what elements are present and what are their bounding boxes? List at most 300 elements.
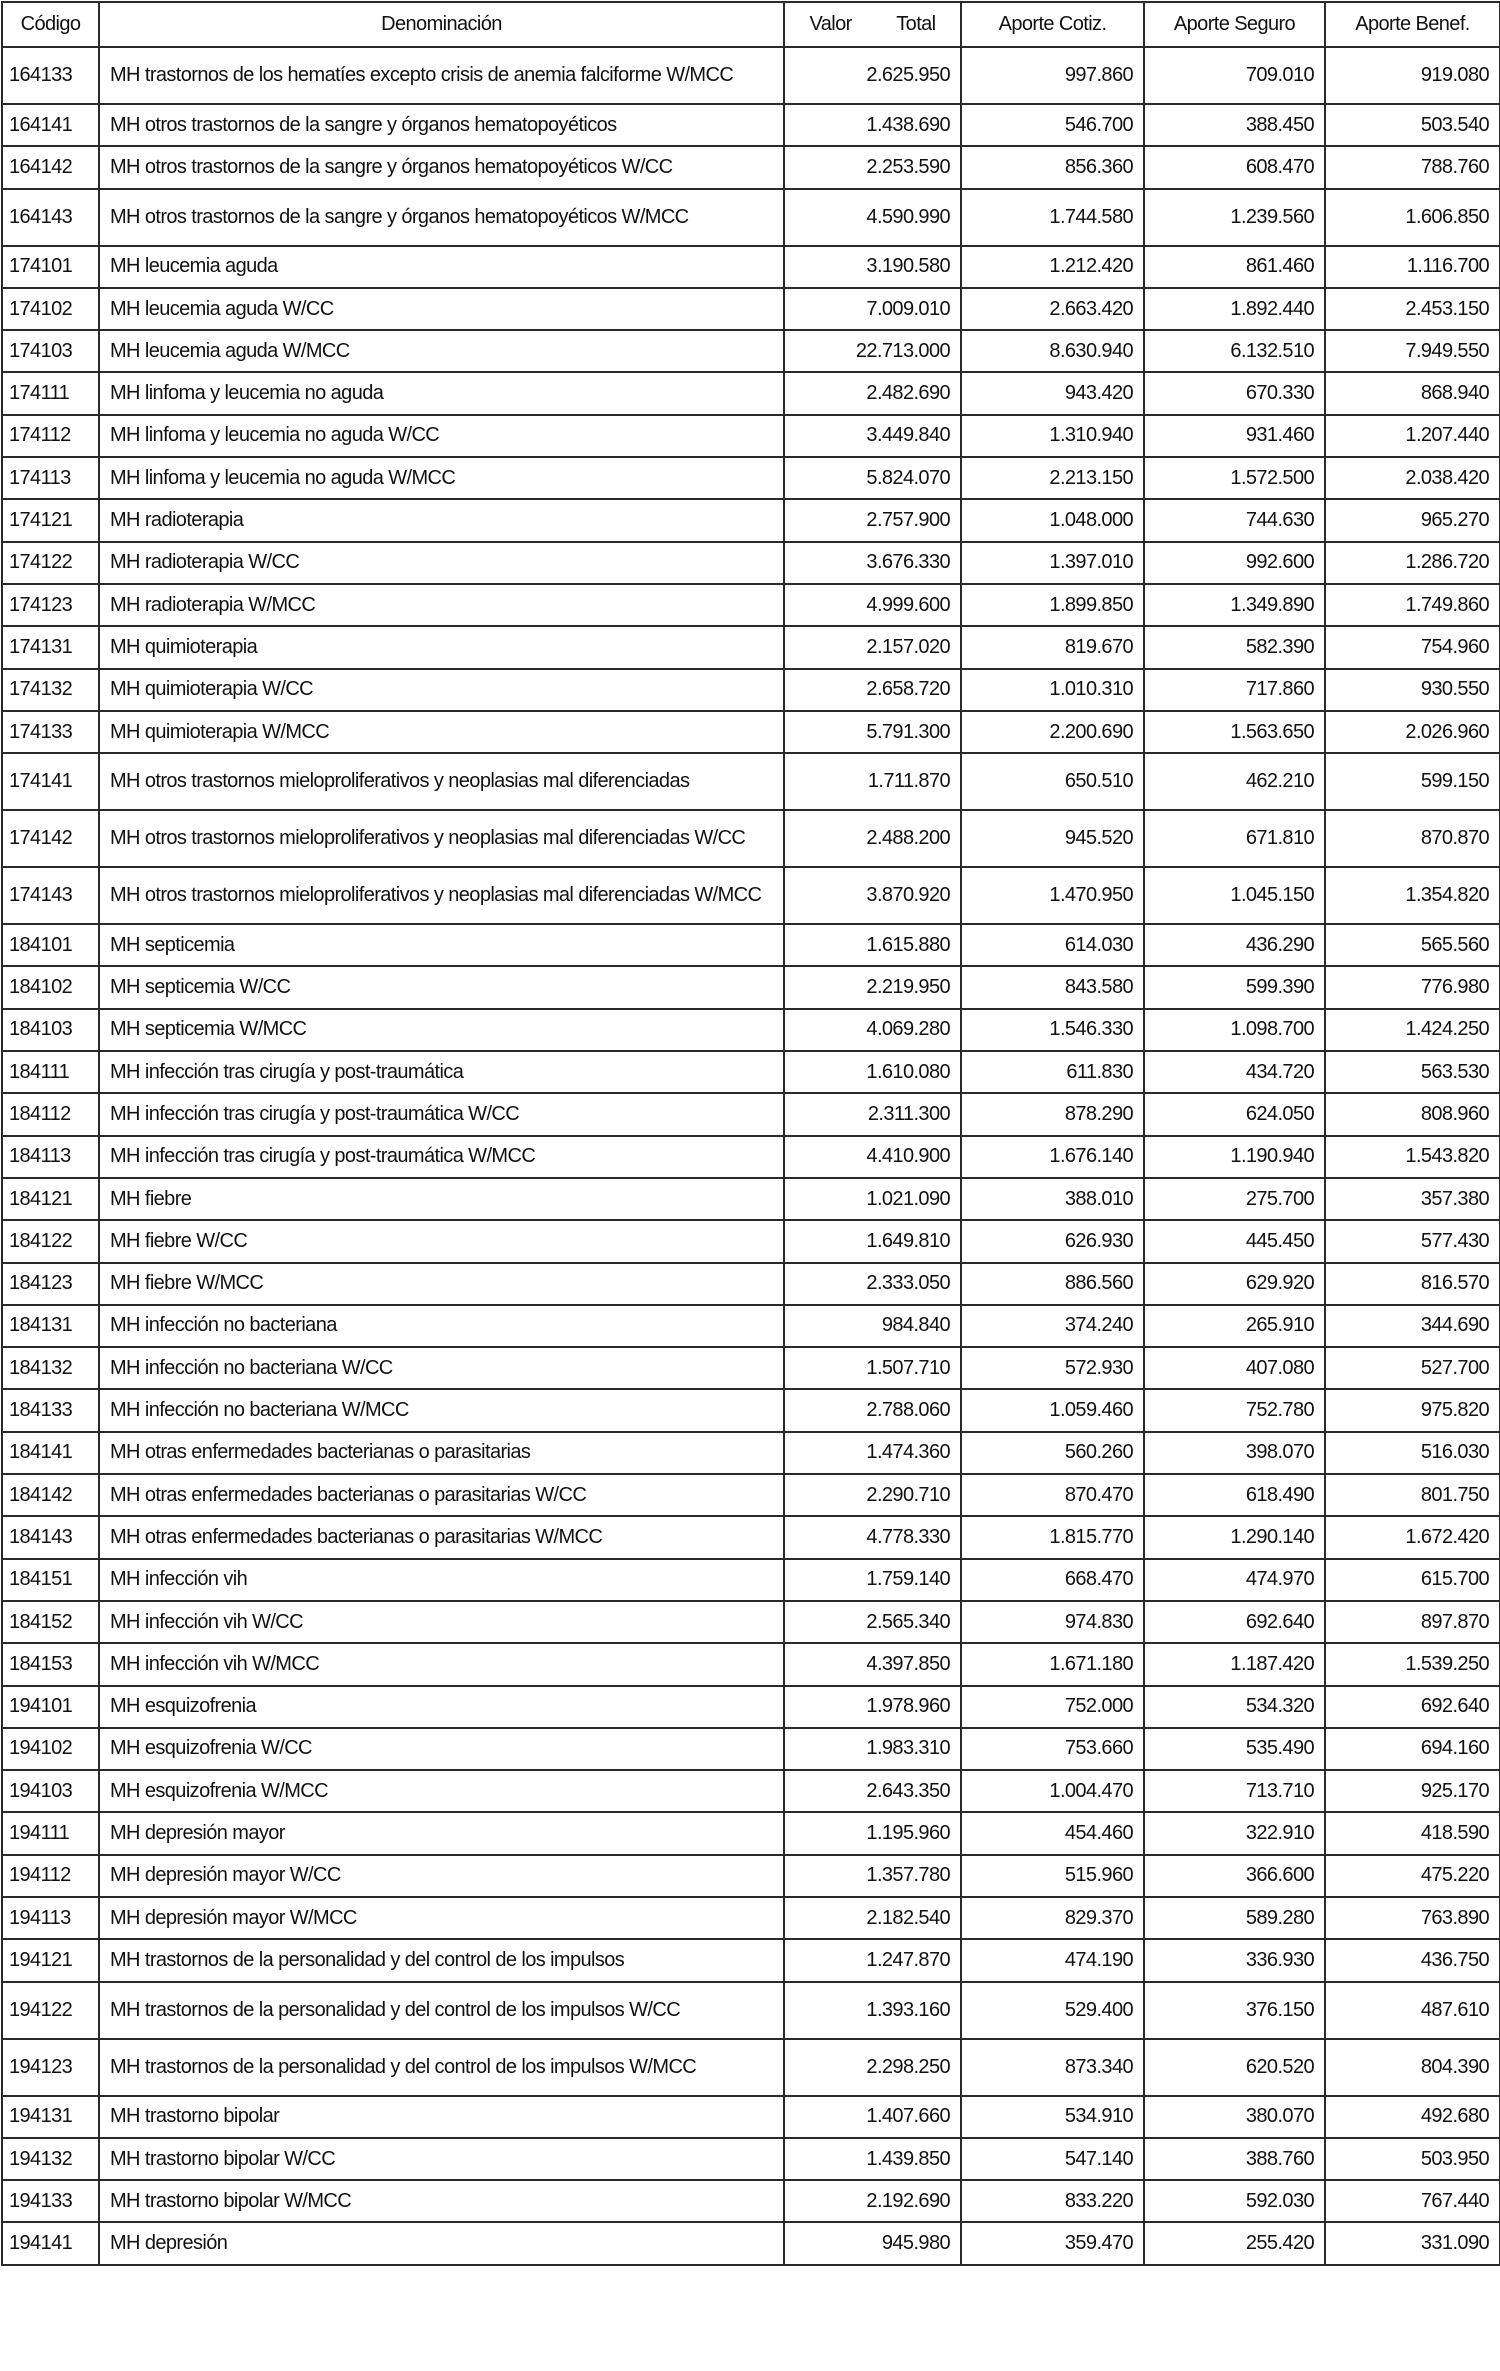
table-row [2,1051,1500,1093]
row-valor-total: 2.311.300 [784,1093,961,1135]
row-valor-total: 1.983.310 [784,1728,961,1770]
row-denominacion: MH otras enfermedades bacterianas o parasitarias [99,1432,784,1474]
row-aporte-benef: 1.286.720 [1325,542,1500,584]
table-row [2,810,1500,867]
row-aporte-seguro: 6.132.510 [1144,330,1325,372]
table-row [2,246,1500,288]
table-row [2,1686,1500,1728]
row-denominacion: MH radioterapia [99,499,784,541]
row-denominacion: MH otras enfermedades bacterianas o parasitarias W/CC [99,1474,784,1516]
row-aporte-benef: 1.749.860 [1325,584,1500,626]
row-denominacion: MH otros trastornos mieloproliferativos y neoplasias mal diferenciadas W/CC [99,810,784,867]
row-aporte-benef: 2.038.420 [1325,457,1500,499]
row-denominacion: MH infección vih W/MCC [99,1643,784,1685]
row-valor-total: 1.711.870 [784,753,961,810]
row-aporte-cotiz: 474.190 [961,1939,1144,1981]
row-aporte-cotiz: 1.671.180 [961,1643,1144,1685]
row-valor-total: 1.615.880 [784,924,961,966]
row-valor-total: 1.439.850 [784,2138,961,2180]
row-code: 184152 [2,1601,99,1643]
row-aporte-cotiz: 873.340 [961,2039,1144,2096]
row-code: 164142 [2,146,99,188]
row-aporte-cotiz: 974.830 [961,1601,1144,1643]
row-code: 184112 [2,1093,99,1135]
table-row [2,2138,1500,2180]
row-code: 174123 [2,584,99,626]
row-denominacion: MH septicemia W/CC [99,966,784,1008]
row-aporte-seguro: 618.490 [1144,1474,1325,1516]
table-row [2,1263,1500,1305]
row-denominacion: MH depresión mayor W/CC [99,1855,784,1897]
row-code: 194112 [2,1855,99,1897]
row-aporte-benef: 599.150 [1325,753,1500,810]
row-aporte-seguro: 380.070 [1144,2096,1325,2138]
row-denominacion: MH trastorno bipolar [99,2096,784,2138]
row-valor-total: 2.290.710 [784,1474,961,1516]
table-row [2,1474,1500,1516]
row-valor-total: 4.397.850 [784,1643,961,1685]
row-valor-total: 22.713.000 [784,330,961,372]
row-denominacion: MH septicemia [99,924,784,966]
row-denominacion: MH infección tras cirugía y post-traumática W/CC [99,1093,784,1135]
row-aporte-seguro: 366.600 [1144,1855,1325,1897]
row-aporte-benef: 563.530 [1325,1051,1500,1093]
row-aporte-benef: 1.207.440 [1325,415,1500,457]
row-aporte-seguro: 445.450 [1144,1220,1325,1262]
row-code: 184131 [2,1305,99,1347]
row-aporte-cotiz: 870.470 [961,1474,1144,1516]
row-aporte-cotiz: 1.010.310 [961,669,1144,711]
row-valor-total: 1.021.090 [784,1178,961,1220]
row-aporte-cotiz: 1.744.580 [961,189,1144,246]
table-row [2,1220,1500,1262]
row-aporte-seguro: 752.780 [1144,1389,1325,1431]
row-denominacion: MH esquizofrenia W/CC [99,1728,784,1770]
row-valor-total: 2.482.690 [784,372,961,414]
row-aporte-cotiz: 611.830 [961,1051,1144,1093]
row-denominacion: MH radioterapia W/CC [99,542,784,584]
row-aporte-benef: 694.160 [1325,1728,1500,1770]
row-aporte-cotiz: 529.400 [961,1982,1144,2039]
row-aporte-seguro: 434.720 [1144,1051,1325,1093]
table-row [2,1093,1500,1135]
row-aporte-cotiz: 1.310.940 [961,415,1144,457]
row-aporte-seguro: 376.150 [1144,1982,1325,2039]
row-aporte-seguro: 1.892.440 [1144,288,1325,330]
row-aporte-benef: 868.940 [1325,372,1500,414]
row-code: 184133 [2,1389,99,1431]
row-aporte-seguro: 265.910 [1144,1305,1325,1347]
row-aporte-cotiz: 1.815.770 [961,1516,1144,1558]
row-code: 194102 [2,1728,99,1770]
row-aporte-cotiz: 878.290 [961,1093,1144,1135]
row-aporte-benef: 2.026.960 [1325,711,1500,753]
row-aporte-seguro: 620.520 [1144,2039,1325,2096]
row-aporte-seguro: 608.470 [1144,146,1325,188]
row-aporte-seguro: 582.390 [1144,626,1325,668]
table-row [2,626,1500,668]
row-code: 194122 [2,1982,99,2039]
header-aporte-seguro: Aporte Seguro [1144,2,1325,47]
row-valor-total: 2.192.690 [784,2180,961,2222]
row-code: 184141 [2,1432,99,1474]
row-aporte-benef: 897.870 [1325,1601,1500,1643]
row-aporte-seguro: 535.490 [1144,1728,1325,1770]
row-aporte-cotiz: 997.860 [961,47,1144,104]
table-body [2,47,1500,2265]
row-denominacion: MH linfoma y leucemia no aguda W/MCC [99,457,784,499]
row-denominacion: MH otros trastornos de la sangre y órganos hematopoyéticos [99,104,784,146]
row-aporte-seguro: 462.210 [1144,753,1325,810]
row-denominacion: MH otras enfermedades bacterianas o parasitarias W/MCC [99,1516,784,1558]
row-code: 194123 [2,2039,99,2096]
row-aporte-seguro: 1.563.650 [1144,711,1325,753]
row-aporte-seguro: 624.050 [1144,1093,1325,1135]
row-aporte-cotiz: 819.670 [961,626,1144,668]
row-aporte-seguro: 436.290 [1144,924,1325,966]
table-row [2,1770,1500,1812]
row-aporte-benef: 925.170 [1325,1770,1500,1812]
row-code: 174101 [2,246,99,288]
table-row [2,2039,1500,2096]
row-code: 194103 [2,1770,99,1812]
table-row [2,584,1500,626]
row-aporte-seguro: 713.710 [1144,1770,1325,1812]
row-denominacion: MH otros trastornos mieloproliferativos y neoplasias mal diferenciadas W/MCC [99,867,784,924]
row-valor-total: 2.625.950 [784,47,961,104]
row-valor-total: 984.840 [784,1305,961,1347]
row-denominacion: MH septicemia W/MCC [99,1009,784,1051]
row-aporte-benef: 2.453.150 [1325,288,1500,330]
row-valor-total: 4.410.900 [784,1136,961,1178]
header-denominacion: Denominación [99,2,784,47]
row-aporte-cotiz: 388.010 [961,1178,1144,1220]
row-valor-total: 5.824.070 [784,457,961,499]
row-aporte-seguro: 388.450 [1144,104,1325,146]
row-denominacion: MH infección no bacteriana W/CC [99,1347,784,1389]
row-valor-total: 7.009.010 [784,288,961,330]
row-valor-total: 1.407.660 [784,2096,961,2138]
row-aporte-cotiz: 374.240 [961,1305,1144,1347]
row-aporte-cotiz: 626.930 [961,1220,1144,1262]
row-code: 184153 [2,1643,99,1685]
table-row [2,2180,1500,2222]
table-row [2,499,1500,541]
row-aporte-seguro: 407.080 [1144,1347,1325,1389]
row-code: 194131 [2,2096,99,2138]
row-denominacion: MH esquizofrenia W/MCC [99,1770,784,1812]
row-aporte-seguro: 1.045.150 [1144,867,1325,924]
row-aporte-cotiz: 2.213.150 [961,457,1144,499]
row-denominacion: MH trastornos de la personalidad y del control de los impulsos W/CC [99,1982,784,2039]
row-denominacion: MH depresión [99,2222,784,2264]
row-aporte-benef: 763.890 [1325,1897,1500,1939]
row-denominacion: MH leucemia aguda W/CC [99,288,784,330]
row-valor-total: 1.474.360 [784,1432,961,1474]
table-row [2,104,1500,146]
row-aporte-benef: 418.590 [1325,1812,1500,1854]
row-aporte-benef: 816.570 [1325,1263,1500,1305]
row-valor-total: 1.195.960 [784,1812,961,1854]
row-aporte-seguro: 388.760 [1144,2138,1325,2180]
row-valor-total: 2.643.350 [784,1770,961,1812]
row-aporte-benef: 919.080 [1325,47,1500,104]
row-code: 174141 [2,753,99,810]
row-valor-total: 1.978.960 [784,1686,961,1728]
row-aporte-seguro: 1.190.940 [1144,1136,1325,1178]
row-aporte-seguro: 398.070 [1144,1432,1325,1474]
row-aporte-benef: 357.380 [1325,1178,1500,1220]
table-row [2,1347,1500,1389]
row-aporte-seguro: 670.330 [1144,372,1325,414]
row-code: 174113 [2,457,99,499]
row-valor-total: 2.757.900 [784,499,961,541]
table-row [2,288,1500,330]
header-row [2,2,1500,47]
row-code: 174102 [2,288,99,330]
row-valor-total: 1.357.780 [784,1855,961,1897]
row-aporte-cotiz: 572.930 [961,1347,1144,1389]
row-code: 194101 [2,1686,99,1728]
row-aporte-cotiz: 2.200.690 [961,711,1144,753]
row-aporte-seguro: 589.280 [1144,1897,1325,1939]
row-aporte-seguro: 275.700 [1144,1178,1325,1220]
table-row [2,1432,1500,1474]
row-code: 184151 [2,1559,99,1601]
row-aporte-cotiz: 1.546.330 [961,1009,1144,1051]
row-aporte-benef: 516.030 [1325,1432,1500,1474]
row-valor-total: 4.999.600 [784,584,961,626]
row-aporte-benef: 503.950 [1325,2138,1500,2180]
row-aporte-cotiz: 650.510 [961,753,1144,810]
table-row [2,924,1500,966]
row-code: 184123 [2,1263,99,1305]
row-aporte-cotiz: 614.030 [961,924,1144,966]
row-valor-total: 1.507.710 [784,1347,961,1389]
row-aporte-benef: 801.750 [1325,1474,1500,1516]
row-denominacion: MH otros trastornos de la sangre y órganos hematopoyéticos W/CC [99,146,784,188]
row-aporte-seguro: 671.810 [1144,810,1325,867]
table-row [2,457,1500,499]
row-aporte-cotiz: 1.397.010 [961,542,1144,584]
row-code: 174133 [2,711,99,753]
table-row [2,415,1500,457]
row-denominacion: MH infección tras cirugía y post-traumática [99,1051,784,1093]
row-aporte-benef: 804.390 [1325,2039,1500,2096]
row-code: 184143 [2,1516,99,1558]
table-row [2,1178,1500,1220]
row-valor-total: 2.788.060 [784,1389,961,1431]
table-row [2,753,1500,810]
table-row [2,1136,1500,1178]
row-aporte-cotiz: 829.370 [961,1897,1144,1939]
table-row [2,1601,1500,1643]
row-aporte-cotiz: 945.520 [961,810,1144,867]
row-code: 174132 [2,669,99,711]
row-denominacion: MH fiebre [99,1178,784,1220]
row-aporte-cotiz: 546.700 [961,104,1144,146]
row-valor-total: 1.247.870 [784,1939,961,1981]
row-code: 184111 [2,1051,99,1093]
row-aporte-cotiz: 547.140 [961,2138,1144,2180]
table-row [2,372,1500,414]
row-aporte-benef: 7.949.550 [1325,330,1500,372]
row-aporte-cotiz: 515.960 [961,1855,1144,1897]
row-valor-total: 3.676.330 [784,542,961,584]
row-valor-total: 945.980 [784,2222,961,2264]
row-aporte-cotiz: 359.470 [961,2222,1144,2264]
row-valor-total: 1.649.810 [784,1220,961,1262]
row-code: 174121 [2,499,99,541]
row-code: 184101 [2,924,99,966]
row-aporte-cotiz: 1.048.000 [961,499,1144,541]
row-code: 184122 [2,1220,99,1262]
row-code: 174142 [2,810,99,867]
row-denominacion: MH depresión mayor W/MCC [99,1897,784,1939]
row-aporte-cotiz: 2.663.420 [961,288,1144,330]
table-row [2,669,1500,711]
row-aporte-cotiz: 943.420 [961,372,1144,414]
row-valor-total: 2.333.050 [784,1263,961,1305]
row-denominacion: MH fiebre W/MCC [99,1263,784,1305]
row-code: 194141 [2,2222,99,2264]
table-row [2,1728,1500,1770]
table-row [2,1939,1500,1981]
row-code: 194132 [2,2138,99,2180]
row-denominacion: MH esquizofrenia [99,1686,784,1728]
table-row [2,1897,1500,1939]
row-aporte-benef: 1.606.850 [1325,189,1500,246]
row-aporte-cotiz: 454.460 [961,1812,1144,1854]
row-aporte-seguro: 1.572.500 [1144,457,1325,499]
row-aporte-seguro: 255.420 [1144,2222,1325,2264]
row-denominacion: MH otros trastornos de la sangre y órganos hematopoyéticos W/MCC [99,189,784,246]
row-aporte-cotiz: 886.560 [961,1263,1144,1305]
row-aporte-benef: 436.750 [1325,1939,1500,1981]
table-row [2,330,1500,372]
header-valor-total: Valor Total [784,2,961,47]
row-valor-total: 1.610.080 [784,1051,961,1093]
row-denominacion: MH infección no bacteriana [99,1305,784,1347]
row-valor-total: 2.157.020 [784,626,961,668]
row-aporte-benef: 615.700 [1325,1559,1500,1601]
table-row [2,711,1500,753]
row-denominacion: MH quimioterapia W/MCC [99,711,784,753]
table-row [2,47,1500,104]
row-aporte-cotiz: 1.676.140 [961,1136,1144,1178]
row-denominacion: MH linfoma y leucemia no aguda [99,372,784,414]
row-code: 184142 [2,1474,99,1516]
table-row [2,1305,1500,1347]
table-row [2,2222,1500,2264]
row-aporte-benef: 577.430 [1325,1220,1500,1262]
row-aporte-seguro: 592.030 [1144,2180,1325,2222]
header-aporte-benef: Aporte Benef. [1325,2,1500,47]
row-aporte-seguro: 599.390 [1144,966,1325,1008]
row-valor-total: 2.658.720 [784,669,961,711]
row-valor-total: 2.253.590 [784,146,961,188]
row-valor-total: 1.759.140 [784,1559,961,1601]
row-denominacion: MH otros trastornos mieloproliferativos y neoplasias mal diferenciadas [99,753,784,810]
row-denominacion: MH leucemia aguda [99,246,784,288]
row-aporte-cotiz: 843.580 [961,966,1144,1008]
row-code: 174111 [2,372,99,414]
row-aporte-seguro: 1.290.140 [1144,1516,1325,1558]
table-row [2,1559,1500,1601]
row-valor-total: 4.069.280 [784,1009,961,1051]
row-valor-total: 3.449.840 [784,415,961,457]
row-aporte-benef: 808.960 [1325,1093,1500,1135]
row-aporte-benef: 344.690 [1325,1305,1500,1347]
row-code: 184113 [2,1136,99,1178]
table-row [2,1855,1500,1897]
row-denominacion: MH trastorno bipolar W/MCC [99,2180,784,2222]
row-aporte-benef: 870.870 [1325,810,1500,867]
row-code: 174143 [2,867,99,924]
row-code: 184132 [2,1347,99,1389]
row-code: 194113 [2,1897,99,1939]
table-row [2,2096,1500,2138]
row-aporte-benef: 1.672.420 [1325,1516,1500,1558]
row-aporte-benef: 767.440 [1325,2180,1500,2222]
row-aporte-seguro: 992.600 [1144,542,1325,584]
row-aporte-seguro: 1.187.420 [1144,1643,1325,1685]
table-row [2,146,1500,188]
row-valor-total: 2.488.200 [784,810,961,867]
row-denominacion: MH infección no bacteriana W/MCC [99,1389,784,1431]
row-aporte-cotiz: 752.000 [961,1686,1144,1728]
row-aporte-benef: 1.424.250 [1325,1009,1500,1051]
row-code: 174122 [2,542,99,584]
row-aporte-cotiz: 833.220 [961,2180,1144,2222]
row-denominacion: MH linfoma y leucemia no aguda W/CC [99,415,784,457]
row-code: 174131 [2,626,99,668]
table-row [2,1643,1500,1685]
row-denominacion: MH depresión mayor [99,1812,784,1854]
row-valor-total: 2.565.340 [784,1601,961,1643]
row-aporte-benef: 776.980 [1325,966,1500,1008]
row-aporte-seguro: 717.860 [1144,669,1325,711]
table-row [2,867,1500,924]
row-aporte-benef: 565.560 [1325,924,1500,966]
table-row [2,966,1500,1008]
row-code: 184102 [2,966,99,1008]
row-aporte-benef: 1.543.820 [1325,1136,1500,1178]
row-code: 174112 [2,415,99,457]
row-code: 164141 [2,104,99,146]
row-aporte-benef: 692.640 [1325,1686,1500,1728]
row-aporte-cotiz: 753.660 [961,1728,1144,1770]
row-code: 164133 [2,47,99,104]
row-aporte-seguro: 861.460 [1144,246,1325,288]
row-code: 194121 [2,1939,99,1981]
row-aporte-seguro: 931.460 [1144,415,1325,457]
row-valor-total: 3.190.580 [784,246,961,288]
row-aporte-seguro: 322.910 [1144,1812,1325,1854]
row-aporte-seguro: 1.349.890 [1144,584,1325,626]
row-aporte-seguro: 709.010 [1144,47,1325,104]
row-code: 194111 [2,1812,99,1854]
row-aporte-cotiz: 856.360 [961,146,1144,188]
row-code: 174103 [2,330,99,372]
row-denominacion: MH trastornos de los hematíes excepto crisis de anemia falciforme W/MCC [99,47,784,104]
row-aporte-cotiz: 8.630.940 [961,330,1144,372]
row-aporte-benef: 492.680 [1325,2096,1500,2138]
row-aporte-seguro: 1.239.560 [1144,189,1325,246]
row-valor-total: 5.791.300 [784,711,961,753]
row-denominacion: MH fiebre W/CC [99,1220,784,1262]
row-aporte-cotiz: 1.212.420 [961,246,1144,288]
